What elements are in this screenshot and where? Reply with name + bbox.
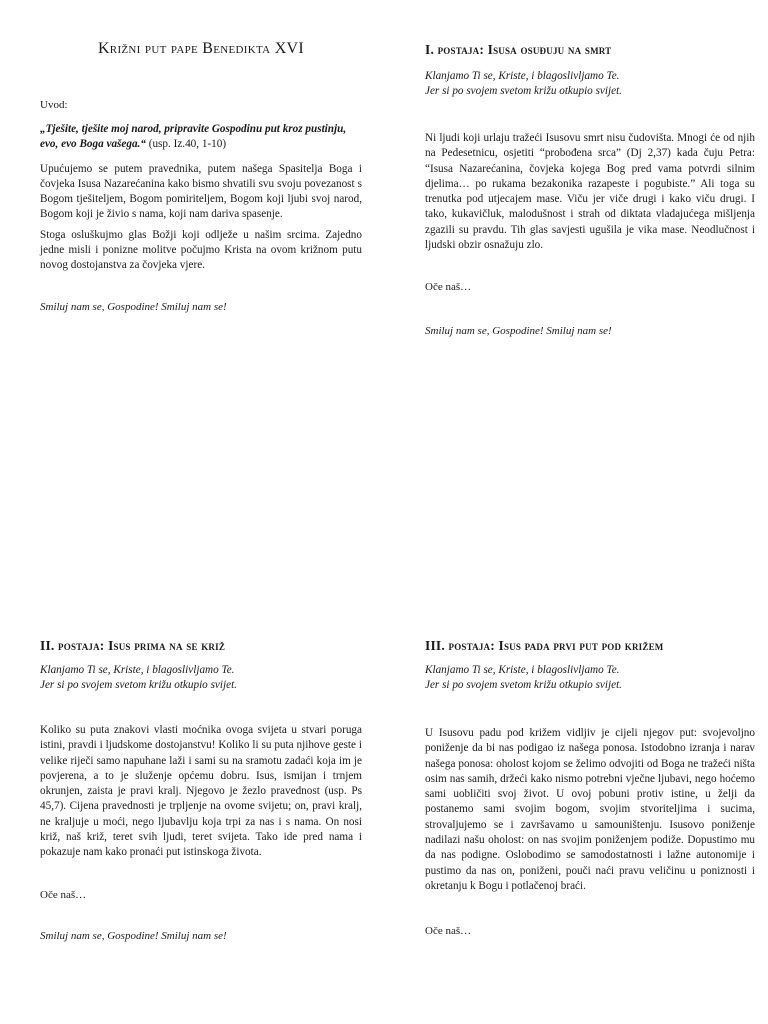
intro-panel [40,40,362,313]
intro-quote-reference: (usp. Iz.40, 1-10) [145,138,227,151]
station-3-verse-1: Klanjamo Ti se, Kriste, i blagoslivljamo Te. [425,664,620,676]
station-1-prayer: Smiluj nam se, Gospodine! Smiluj nam se! [425,325,612,338]
station-2-prayer: Smiluj nam se, Gospodine! Smiluj nam se! [40,929,227,942]
station-2-body: Koliko su puta znakovi vlasti moćnika ovoga svijeta u stvari poruga istini, pravdi i ljudskome dostojanstvu! Koliko li su puta njihove geste i velike riječi samo napuhane laži i sami su na sramotu zadaći koja im je povjerena, a to je služenje općemu dobru. Isus, ismijan i trnjem okrunjen, zaista je pravi kralj. Njegovo je žezlo pravednost (usp. Ps 45,7). Cijena pravednosti je trpljenje na ovome svijetu; on, pravi kralj, ne kraljuje u moći, nego ljubavlju koja trpi za nas i s nama. On nosi križ, naš križ, teret svih ljudi, teret svijeta. Tako ide pred nama i pokazuje nam kako pronaći put istinskoga života. [40,724,362,859]
station-1-title: I. postaja: Isusa osuđuju na smrt [425,42,612,57]
page-title: Križni put pape Benedikta XVI [97,40,305,57]
intro-quote [40,122,362,153]
station-1-verse-2: Jer si po svojem svetom križu otkupio svijet. [425,85,622,97]
station-3-title: III. postaja: Isus pada prvi put pod križem [425,638,664,653]
station-2-panel [40,636,362,942]
station-1-verse-1: Klanjamo Ti se, Kriste, i blagoslivljamo Te. [425,70,620,82]
intro-paragraph-2: Stoga osluškujmo glas Božji koji odlježe u našim srcima. Zajedno jedne misli i ponizne molitve počujmo Krista na ovom križnom putu novog dostojanstva za čovjeka vjere. [40,228,362,272]
station-1-our-father: Oče naš… [425,281,472,294]
intro-label: Uvod: [40,99,68,111]
station-2-title: II. postaja: Isus prima na se križ [40,638,226,653]
station-2-verse-2: Jer si po svojem svetom križu otkupio svijet. [40,679,237,691]
station-3-our-father: Oče naš… [425,925,472,938]
station-3-verse-2: Jer si po svojem svetom križu otkupio svijet. [425,679,622,691]
station-1-panel [425,40,755,337]
station-1-body: Ni ljudi koji urlaju tražeći Isusovu smrt nisu čudovišta. Mnogi će od njih na Pedesetnicu, osjetiti “probođena srca” (Dj 2,37) kada čuju Petra: “Isusa Nazarećanina, čovjeka kojega Bog pred vama potvrdi silnim djelima… po rukama bezakonika razapeste i pogubiste.” Ali toga su trenutka pod utjecajem mase. Viču jer viče drugi i kako viču drugi. I tako, kukavičluk, malodušnost i strah od diktata vladajućega mišljenja zgazili su pravdu. Tih glas savjesti ugušila je vika mase. Neodlučnost i ljudski obzir osnažuju zlo. [425,132,755,252]
station-2-our-father: Oče naš… [40,888,87,901]
intro-quote-text: „Tješite, tješite moj narod, pripravite Gospodinu put kroz pustinju, evo, evo Boga vašega.“ [40,123,347,151]
station-3-panel [425,636,755,939]
station-2-verse-1: Klanjamo Ti se, Kriste, i blagoslivljamo Te. [40,664,235,676]
intro-paragraph-1: Upućujemo se putem pravednika, putem našega Spasitelja Boga i čovjeka Isusa Nazarećanina kako bismo shvatili svu svoju povezanost s Bogom tješiteljem, Bogom pomiriteljem, Bogom koji ljubi svoj narod, Bogom koji je živio s nama, koji nam dariva spasenje. [40,162,362,221]
station-3-body: U Isusovu padu pod križem vidljiv je cijeli njegov put: svojevoljno poniženje da bi nas podigao iz našega ponosa. Istodobno izranja i narav našega ponosa: oholost kojom se želimo odvojiti od Boga ne tražeći ništa osim nas samih, držeći kako nismo potrebni vječne ljubavi, nego hoćemo sami uobličiti svoj život. U ovoj pobuni protiv istine, u želji da postanemo sami svojim bogom, svojim stvoriteljima i sucima, strovaljujemo se i završavamo u samouništenju. Isusovo poniženje nadilazi našu oholost: on nas svojim poniženjem podiže. Dopustimo mu da nas podigne. Oslobodimo se samodostatnosti i lažne autonomije i pustimo da nas on, poniženi, pouči naći pravu veličinu u poniznosti i okretanju k Bogu i potlačenoj braći. [425,727,755,892]
intro-prayer: Smiluj nam se, Gospodine! Smiluj nam se! [40,300,227,313]
